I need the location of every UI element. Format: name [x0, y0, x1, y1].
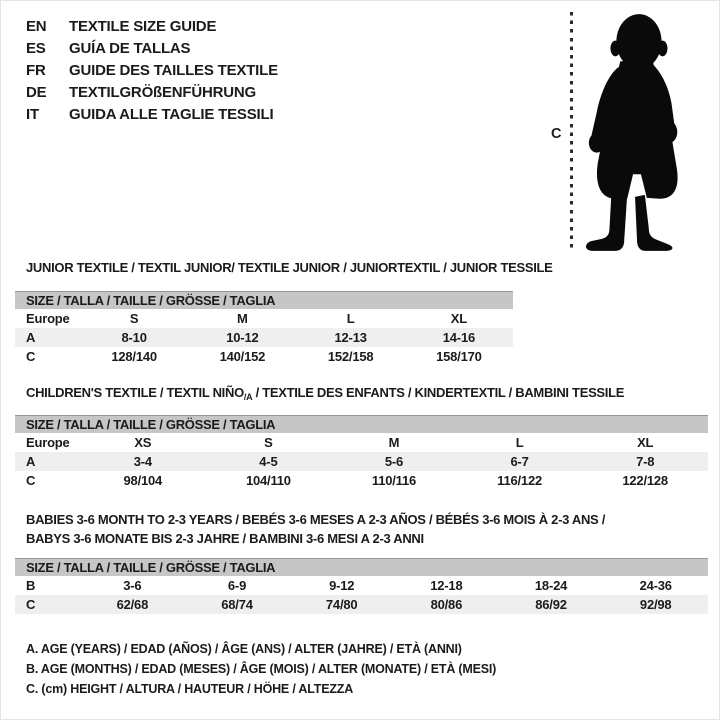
lang-code: ES: [26, 39, 46, 57]
row-label: Europe: [26, 435, 70, 450]
junior-size-table: [15, 291, 513, 366]
row-label: A: [26, 454, 36, 469]
size-cell: L: [515, 435, 524, 450]
row-label: C: [26, 597, 36, 612]
value-cell: 92/98: [639, 597, 672, 612]
value-cell: 3-6: [123, 578, 142, 593]
lang-code: DE: [26, 83, 47, 101]
value-cell: 122/128: [622, 473, 668, 488]
row-label: C: [26, 349, 36, 364]
value-cell: 9-12: [329, 578, 355, 593]
babies-size-table: [15, 558, 708, 614]
size-cell: XL: [450, 311, 467, 326]
value-cell: 110/116: [371, 473, 417, 488]
children-size-table: [15, 415, 708, 490]
lang-code: IT: [26, 105, 39, 123]
value-cell: 12-18: [430, 578, 463, 593]
size-cell: XS: [134, 435, 152, 450]
value-cell: 3-4: [133, 454, 152, 469]
section-title-junior: JUNIOR TEXTILE / TEXTIL JUNIOR/ TEXTILE JUNIOR / JUNIORTEXTIL / JUNIOR TESSILE: [26, 260, 553, 275]
table-row-europe: [15, 433, 708, 452]
value-cell: 6-7: [510, 454, 529, 469]
table-row-europe: [15, 309, 513, 328]
footnote-b: B. AGE (MONTHS) / EDAD (MESES) / ÂGE (MOIS) / ALTER (MONATE) / ETÀ (MESI): [26, 662, 497, 676]
size-header-label: SIZE / TALLA / TAILLE / GRÖSSE / TAGLIA: [26, 417, 276, 432]
lang-code: EN: [26, 17, 47, 35]
size-cell: XL: [637, 435, 654, 450]
lang-label: TEXTILGRÖßENFÜHRUNG: [69, 83, 257, 101]
size-cell: M: [388, 435, 400, 450]
value-cell: 116/122: [497, 473, 543, 488]
row-label: A: [26, 330, 36, 345]
footnotes: [26, 639, 496, 699]
footnote-a: A. AGE (YEARS) / EDAD (AÑOS) / ÂGE (ANS) / ALTER (JAHRE) / ETÀ (ANNI): [26, 642, 462, 656]
value-cell: 152/158: [327, 349, 374, 364]
size-cell: S: [129, 311, 139, 326]
title-text: / TEXTILE DES ENFANTS / KINDERTEXTIL / BAMBINI TESSILE: [252, 385, 625, 400]
height-dotted-line: [570, 12, 573, 252]
value-cell: 4-5: [259, 454, 278, 469]
lang-label: GUÍA DE TALLAS: [69, 39, 191, 57]
row-label: Europe: [26, 311, 70, 326]
size-cell: M: [237, 311, 248, 326]
value-cell: 18-24: [534, 578, 568, 593]
value-cell: 140/152: [219, 349, 266, 364]
height-measure-label: C: [551, 126, 562, 142]
value-cell: 62/68: [116, 597, 149, 612]
value-cell: 74/80: [325, 597, 358, 612]
value-cell: 24-36: [639, 578, 672, 593]
lang-row-de: [26, 81, 278, 103]
title-subscript: /A: [243, 392, 253, 402]
table-row-age: [15, 452, 708, 471]
lang-row-en: [26, 15, 278, 37]
value-cell: 104/110: [245, 473, 291, 488]
lang-row-fr: [26, 59, 278, 81]
value-cell: 10-12: [226, 330, 259, 345]
size-header-label: SIZE / TALLA / TAILLE / GRÖSSE / TAGLIA: [26, 293, 276, 308]
section-title-babies-line2: BABYS 3-6 MONATE BIS 2-3 JAHRE / BAMBINI 3-6 MESI A 2-3 ANNI: [26, 531, 424, 546]
title-text: CHILDREN'S TEXTILE / TEXTIL NIÑO: [26, 385, 244, 400]
language-header: [26, 15, 278, 125]
row-label: C: [26, 473, 36, 488]
value-cell: 80/86: [430, 597, 463, 612]
section-title-babies-line1: BABIES 3-6 MONTH TO 2-3 YEARS / BEBÉS 3-6 MESES A 2-3 AÑOS / BÉBÉS 3-6 MOIS À 2-3 ANS /: [26, 512, 606, 527]
lang-label: TEXTILE SIZE GUIDE: [69, 17, 217, 35]
size-cell: S: [264, 435, 273, 450]
footnote-c: C. (cm) HEIGHT / ALTURA / HAUTEUR / HÖHE / ALTEZZA: [26, 682, 354, 696]
value-cell: 12-13: [334, 330, 367, 345]
value-cell: 86/92: [535, 597, 567, 612]
table-row-months: [15, 576, 708, 595]
lang-row-es: [26, 37, 278, 59]
table-row-age: [15, 328, 513, 347]
value-cell: 6-9: [227, 578, 247, 593]
table-row-height: [15, 471, 708, 490]
value-cell: 158/170: [436, 349, 482, 364]
table-row-height: [15, 595, 708, 614]
lang-label: GUIDA ALLE TAGLIE TESSILI: [69, 105, 274, 123]
section-title-children: [26, 385, 624, 402]
lang-label: GUIDE DES TAILLES TEXTILE: [69, 61, 278, 79]
value-cell: 14-16: [442, 330, 475, 345]
size-cell: L: [346, 311, 355, 326]
table-row-height: [15, 347, 513, 366]
row-label: B: [26, 578, 36, 593]
value-cell: 128/140: [111, 349, 157, 364]
lang-code: FR: [26, 61, 46, 79]
value-cell: 98/104: [123, 473, 163, 488]
lang-row-it: [26, 103, 278, 125]
value-cell: 5-6: [384, 454, 404, 469]
baby-silhouette-image: [581, 11, 693, 253]
value-cell: 7-8: [636, 454, 655, 469]
value-cell: 8-10: [121, 330, 147, 345]
size-header-bar: [15, 558, 708, 576]
size-header-label: SIZE / TALLA / TAILLE / GRÖSSE / TAGLIA: [26, 560, 276, 575]
size-header-bar: [15, 415, 708, 433]
size-header-bar: [15, 291, 513, 309]
value-cell: 68/74: [221, 597, 253, 612]
